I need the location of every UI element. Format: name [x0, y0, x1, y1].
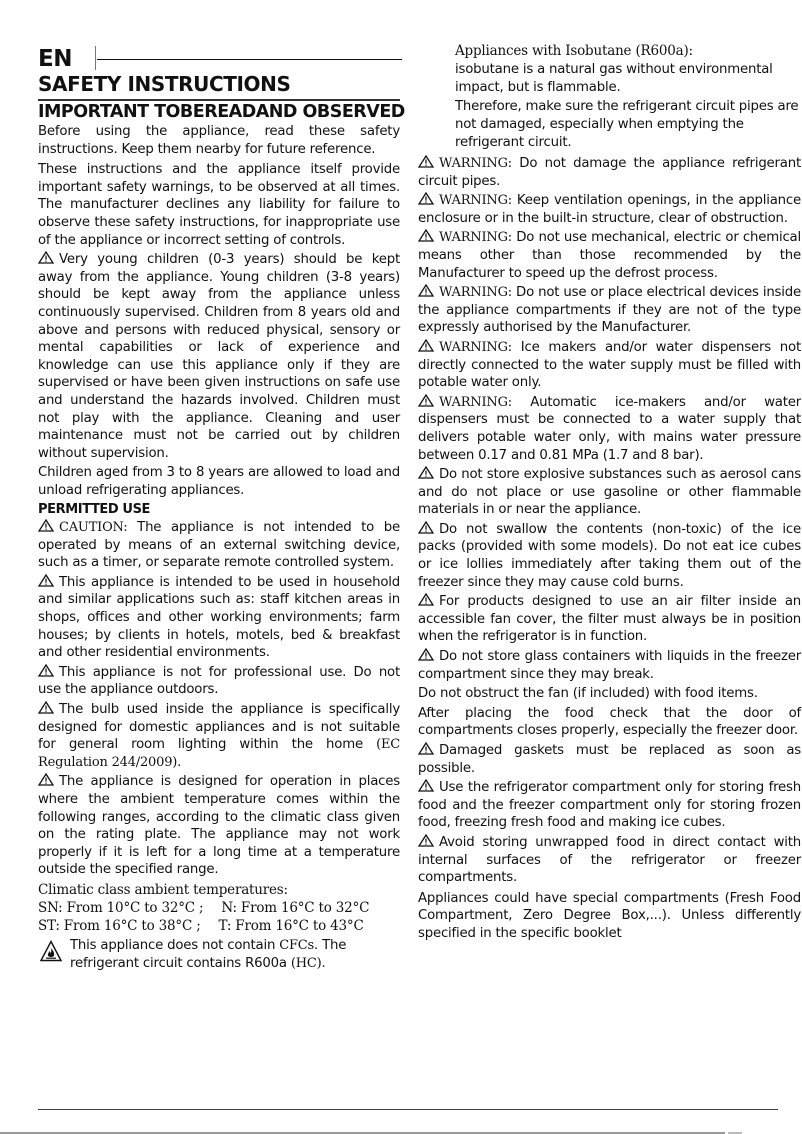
header-rule — [97, 59, 402, 60]
climatic-classes — [38, 881, 400, 935]
climatic-row: SN: From 10°C to 32°C ; N: From 16°C to 32°C — [38, 899, 370, 916]
language-separator — [95, 46, 96, 70]
household-use-paragraph: This appliance is intended to be used in household and similar applications such as: staff kitchen areas in shops, offices and other working environments; farm houses; by clients in hotels, motels, bed & breakfast and other residential environments. — [38, 574, 400, 661]
warning-triangle-icon — [38, 251, 54, 264]
bulb-paragraph: The bulb used inside the appliance is specifically designed for domestic appliances and is not suitable for general room lighting within the home (EC Regulation 244/2009). — [38, 702, 400, 770]
warning-triangle-icon — [38, 773, 54, 786]
warning-paragraph: WARNING: Do not use or place electrical devices inside the appliance compartments if they are not of the type expressly authorised by the Manufacturer. — [418, 285, 801, 336]
warning-paragraph: WARNING: Keep ventilation openings, in the appliance enclosure or in the built-in structure, clear of obstruction. — [418, 193, 802, 226]
climatic-heading: Climatic class ambient temperatures: — [38, 881, 288, 898]
warning-triangle-icon — [38, 701, 54, 714]
warning-paragraph: WARNING: Do not use mechanical, electric or chemical means other than those recommended by the Manufacturer to speed up the defrost process. — [418, 230, 801, 281]
warning-paragraph: WARNING: Ice makers and/or water dispensers not directly connected to the water supply must be filled with potable water only. — [418, 339, 801, 391]
permitted-use-heading: PERMITTED USE — [38, 502, 151, 518]
warning-paragraph: WARNING: Automatic ice-makers and/or water dispensers must be connected to a water supply that delivers potable water only, with mains water pressure between 0.17 and 0.81 MPa (1.7 and 8 bar). — [418, 394, 801, 463]
page-title: SAFETY INSTRUCTIONS — [38, 72, 291, 96]
right-column — [418, 42, 801, 945]
ec-regulation: (EC Regulation 244/2009). — [38, 737, 400, 770]
warning-paragraph: WARNING: Do not damage the appliance refrigerant circuit pipes. — [418, 156, 801, 189]
warning-triangle-icon — [418, 394, 434, 407]
unwrapped-food-paragraph: Avoid storing unwrapped food in direct contact with internal surfaces of the refrigerator or freezer compartments. — [418, 834, 801, 886]
caution-paragraph: CAUTION: The appliance is not intended to be operated by means of an external switching device, such as a timer, or separate remote controlled system. — [38, 520, 400, 571]
warning-triangle-icon — [418, 593, 434, 606]
warning-triangle-icon — [418, 742, 434, 755]
ice-packs-paragraph: Do not swallow the contents (non-toxic) of the ice packs (provided with some models). Do not eat ice cubes or ice lollies immediately after taking them out of the freezer since they may cause cold burns. — [418, 521, 801, 590]
warning-triangle-icon — [38, 519, 54, 532]
isobutane-heading: Appliances with Isobutane (R600a): — [455, 43, 693, 59]
flammable-warning-icon — [40, 940, 62, 962]
intro-warnings-paragraph: These instructions and the appliance itself provide important safety warnings, to be observed at all times. The manufacturer declines any liability for failure to observe these safety instructions, for inappropriate use of the appliance or incorrect setting of controls. — [38, 162, 400, 248]
warning-triangle-icon — [418, 834, 434, 847]
warning-triangle-icon — [418, 521, 434, 534]
warning-triangle-icon — [418, 155, 434, 168]
title-rule — [38, 99, 400, 101]
warning-triangle-icon — [418, 229, 434, 242]
warning-triangle-icon — [418, 466, 434, 479]
door-paragraph: After placing the food check that the door of compartments closes properly, especially the freezer door. — [418, 705, 801, 739]
compartments-use-paragraph: Use the refrigerator compartment only for storing fresh food and the freezer compartment only for storing frozen food, freezing fresh food and making ice cubes. — [418, 780, 801, 831]
glass-paragraph: Do not store glass containers with liquids in the freezer compartment since they may break. — [418, 649, 801, 682]
page-subtitle: IMPORTANT TOBEREADAND OBSERVED — [38, 102, 405, 122]
footer-rule — [38, 1109, 778, 1110]
warning-triangle-icon — [418, 648, 434, 661]
language-code: EN — [38, 46, 72, 72]
intro-paragraph: Before using the appliance, read these safety instructions. Keep them nearby for future reference. — [38, 124, 400, 157]
ambient-paragraph: The appliance is designed for operation in places where the ambient temperature comes within the following ranges, according to the climatic class given on the rating plate. The appliance may not work properly if it is left for a long time at a temperature outside the specified range. — [38, 774, 400, 878]
fan-paragraph: Do not obstruct the fan (if included) with food items. — [418, 686, 758, 702]
air-filter-paragraph: For products designed to use an air filter inside an accessible fan cover, the filter must always be in position when the refrigerator is in function. — [418, 594, 801, 645]
warning-triangle-icon — [418, 284, 434, 297]
warning-triangle-icon — [418, 779, 434, 792]
warning-triangle-icon — [418, 192, 434, 205]
children-load-paragraph: Children aged from 3 to 8 years are allowed to load and unload refrigerating appliances. — [38, 465, 400, 498]
children-warning: Very young children (0-3 years) should be kept away from the appliance. Young children (3-8 years) should be kept away from the appliance unless continuously supervised. Children from 8 years old and above and persons with reduced physical, sensory or mental capabilities or lack of experience and knowledge can use this appliance only if they are supervised or have been given instructions on safe use and understand the hazards involved. Children must not play with the appliance. Cleaning and user maintenance must not be carried out by children without supervision. — [38, 252, 400, 461]
not-professional-paragraph: This appliance is not for professional use. Do not use the appliance outdoors. — [38, 664, 400, 698]
gaskets-paragraph: Damaged gaskets must be replaced as soon as possible. — [418, 743, 801, 776]
explosive-paragraph: Do not store explosive substances such as aerosol cans and do not place or use gasoline or other flammable materials in or near the appliance. — [418, 467, 801, 518]
warning-triangle-icon — [38, 664, 54, 677]
warning-triangle-icon — [418, 339, 434, 352]
isobutane-notice: Appliances with Isobutane (R600a): isobutane is a natural gas without environmental impact, but is flammable. Therefore, make sure the refrigerant circuit pipes are not damaged, especially when emptying the refrigerant circuit. — [455, 43, 799, 150]
climatic-row: ST: From 16°C to 38°C ; T: From 16°C to 43°C — [38, 917, 364, 934]
left-column — [38, 123, 400, 972]
warning-triangle-icon — [38, 574, 54, 587]
special-compartments-paragraph: Appliances could have special compartments (Fresh Food Compartment, Zero Degree Box,...). Unless differently specified in the specific booklet — [418, 890, 801, 941]
cfc-notice: This appliance does not contain CFCs. The refrigerant circuit contains R600a (HC). — [38, 937, 400, 972]
caution-label: CAUTION: — [59, 520, 128, 536]
